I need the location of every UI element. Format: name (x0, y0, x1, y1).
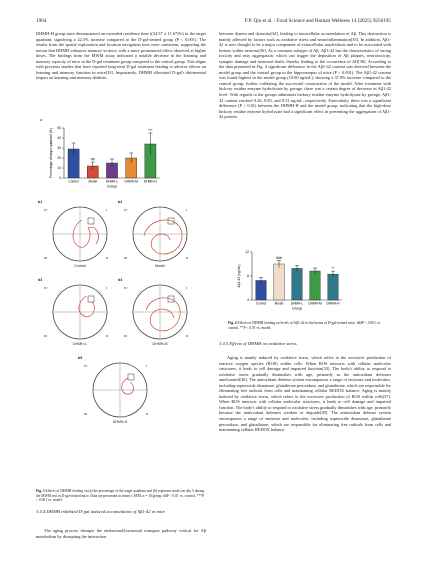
fig3-track-panel (78, 356, 152, 432)
fig3-quadrant-label: I (106, 286, 108, 290)
fig4-y-axis-label: Aβ1-42 (ng/mL) (237, 264, 241, 288)
fig4-y-tick-label: 4 (247, 298, 249, 303)
left-paragraph-2: The aging process disrupts the endosomal/lysosomal transport pathway critical for Aβ metabolism by disrupting the interaction (36, 528, 206, 539)
fig3-quadrant-label: II (146, 412, 149, 416)
fig4-significance-label: ** (331, 266, 335, 271)
fig3-y-tick-label: 40 (57, 136, 61, 141)
fig3-significance-label: *** (148, 128, 153, 133)
fig4-y-tick-label: 8 (247, 274, 249, 279)
fig4-category-label: DHMH-H (326, 301, 340, 306)
fig3-quadrant-label: II (186, 256, 189, 260)
fig3-category-label: Model (88, 179, 98, 184)
fig3-quadrant-label: II (106, 334, 109, 338)
fig3-track-panel (38, 200, 112, 276)
fig3-track-group-name: DHMH-M (152, 342, 168, 346)
fig3-y-tick-label: 20 (57, 156, 61, 161)
fig3-track-panel (118, 200, 192, 276)
fig3-quadrant-label: I (106, 208, 108, 212)
fig4-category-label: DHMH-L (290, 301, 304, 306)
fig3-track-panel-label: b2 (118, 200, 123, 204)
fig4-x-axis-label: Group (292, 306, 302, 311)
fig3-caption (36, 489, 206, 503)
fig3-track-panel (118, 278, 192, 354)
fig3-significance-label: ## (90, 157, 95, 162)
fig3-track-panel-label: b5 (78, 356, 83, 360)
left-paragraph-1: DHMH-H group mice demonstrated an extended residence time ((34.57 ± 11.67)%) in the target quadrant, signifying a 22.3% increase compared to the D-gal-treated group (P < 0.001). The results from the spatial exploration and location navigation tests were consistent, supporting the notion that DHMH enhances memory in mice, with a more pronounced effect observed at higher doses. The findings from the MWM assay indicated a notable decrease in the learning and memory capacity of mice in the D-gal treatment group compared to the control group. This aligns with previous studies that have reported long-term D-gal treatment leading to adverse effects on learning and memory function in mice[33]. Importantly, DHMH alleviated D-gal's detrimental impact on learning and memory abilities. (36, 31, 206, 81)
fig3-category-label: Control (68, 179, 79, 184)
fig3-y-tick-label: 0 (59, 176, 61, 181)
fig3-y-axis-label: Percentage of target quadrant (%) (49, 128, 53, 178)
fig4-bar (328, 274, 338, 300)
fig3-quadrant-label: IV (124, 208, 128, 212)
fig3-quadrant-label: I (186, 208, 188, 212)
fig3-quadrant-label: IV (124, 286, 128, 290)
fig3-track-group-name: Control (74, 264, 86, 268)
fig3-quadrant-label: III (44, 256, 48, 260)
fig3-quadrant-label: III (124, 334, 128, 338)
fig3-quadrant-label: III (44, 334, 48, 338)
fig3-track-group-name: DHMH-H (112, 420, 128, 424)
fig4-significance-label: ### (276, 255, 282, 260)
fig3-bar-chart (40, 122, 190, 194)
fig4-category-label: DHMH-M (308, 301, 322, 306)
fig3-pool-circle (52, 284, 108, 340)
fig3-track-group-name: Model (155, 264, 165, 268)
fig3-quadrant-label: I (186, 286, 188, 290)
fig3-y-tick-label: 50 (57, 126, 61, 131)
fig3-track-panel-label: b1 (38, 200, 43, 204)
right-paragraph-1: between dynein and dynactin[34], leading to intracellular accumulation of Aβ. This destruction is mainly affected by factors such as oxidative stress and neuroinflammation[35]. In addition, Aβ1-42 is now thought to be a major component of extracellular amyloidosis and to be associated with lesions within neurons[36]. As a common subtype of Aβ, Aβ1-42 has the characteristics of strong toxicity and easy aggregation, which can trigger the deposition of Aβ plaques, neurotoxicity, synaptic damage and neuronal death, thereby leading to the occurrence of AD[36]. According to the data presented in Fig. 4 significant difference in the Aβ1-42 content was detected between the model group and the control group in the hippocampus of mice (P < 0.001). The Aβ1-42 content was found highest in the model group (10.00 ng/mL), showing a 37.9% increase compared to the control group, further validating the successful construction of the model. After treatment with hickory residue enzyme hydrolysate by gavage, there was a certain degree of decrease in Aβ1-42 level. With regards to the groups administer hickory residue enzyme hydrolysate by gavage, Aβ1-42 content reached 9.26, 8.83, and 8.31 ng/mL, respectively. Particularly, there was a significant difference (P < 0.01) between the DHMH-H and the model group, indicating that the high-dose hickory residue enzyme hydrolysate had a significant effect in preventing the aggregation of Aβ1-42 protein. (219, 31, 391, 120)
fig3-quadrant-label: III (84, 412, 88, 416)
running-title: F.P. Qiu et al. / Food Science and Human Wellness 14 (2025) 9250195 (244, 18, 391, 24)
fig3-track-panel (38, 278, 112, 354)
fig3-quadrant-label: IV (84, 364, 88, 368)
fig3-category-label: DHMH-M (124, 179, 138, 184)
fig4-bar (292, 268, 302, 300)
fig3-category-label: DHMH-H (143, 179, 157, 184)
fig4-caption (228, 321, 388, 330)
fig3-quadrant-label: IV (44, 208, 48, 212)
fig3-y-tick-label: 30 (57, 146, 61, 151)
fig3-track-panel-label: b3 (38, 278, 43, 282)
fig3-panel-a-label: a (40, 118, 42, 122)
fig3-quadrant-label: II (106, 256, 109, 260)
fig3-quadrant-label: III (124, 256, 128, 260)
fig3-caption-text: Effects of DHMH feeding on (a) the percentage of the target quadrant and (b) represent tracks on day 5 during the MWM test in D-gal-treated mice. Data are presented as mean ± SEM, n = 10/group; ##P < 0.01 vs. control, ***P < 0.001 vs. model. (36, 489, 205, 502)
fig3-track-panels (36, 196, 206, 486)
section-345-title: 3.4.5 Effects of DHMH on oxidative stress (219, 341, 297, 346)
fig3-x-axis-label: Group (107, 184, 117, 189)
fig4-category-label: Model (274, 301, 284, 306)
fig4-y-tick-label: 12 (245, 250, 249, 255)
fig3-pool-circle (132, 206, 188, 262)
fig3-quadrant-label: IV (44, 286, 48, 290)
section-344-title: 3.4.4 DHMH inhibited D-gal induced accumulation of Aβ1-42 in mice (36, 509, 166, 514)
fig3-y-tick-label: 10 (57, 166, 61, 171)
right-paragraph-2: Aging is mainly induced by oxidative stress, which refers to the excessive production of reactive oxygen species (ROS) within cells. When ROS interacts with cellular molecular structures, it leads to cell damage and impaired function[33]. The body's ability to respond to oxidative stress gradually diminishes with age, primarily as the antioxidant defenses ameliorated[36]. The antioxidant defense system encompasses a range of enzymes and molecules, including superoxide dismutase, glutathione peroxidase, and glutathione, which are responsible for eliminating free radicals from cells and maintaining cellular REDOX balance. Aging is mainly induced by oxidative stress, which refers to the excessive production of ROS within cells[37]. When ROS interacts with cellular molecular structures, it leads to cell damage and impaired function. The body's ability to respond to oxidative stress gradually diminishes with age, primarily because the antioxidant defenses weaken or degrade[38]. The antioxidant defense system encompasses a range of enzymes and molecules, including superoxide dismutase, glutathione peroxidase, and glutathione, which are responsible for eliminating free radicals from cells and maintaining cellular REDOX balance. (219, 355, 391, 433)
fig3-track-group-name: DHMH-L (73, 342, 87, 346)
fig4-category-label: Control (255, 301, 267, 306)
fig3-pool-circle (92, 362, 148, 418)
fig3-category-label: DHMH-L (105, 179, 119, 184)
fig3-track-panel-label: b4 (118, 278, 123, 282)
fig3-caption-label: Fig. 3 (36, 489, 45, 493)
fig4-bar (310, 271, 320, 300)
fig4-bar (274, 264, 284, 300)
fig3-pool-circle (52, 206, 108, 262)
fig4-bar-chart (226, 246, 376, 318)
fig3-quadrant-label: I (146, 364, 148, 368)
fig4-caption-label: Fig. 4 (228, 321, 237, 325)
page-number: 1964 (36, 18, 47, 24)
fig3-quadrant-label: II (186, 334, 189, 338)
fig4-caption-text: Effects of DHMH feeding on levels of Aβ1-42 in the brains of D-gal-treated mice. ###P < 0.001 vs. control, **P < 0.01 vs. model. (228, 321, 381, 330)
fig3-pool-circle (132, 284, 188, 340)
